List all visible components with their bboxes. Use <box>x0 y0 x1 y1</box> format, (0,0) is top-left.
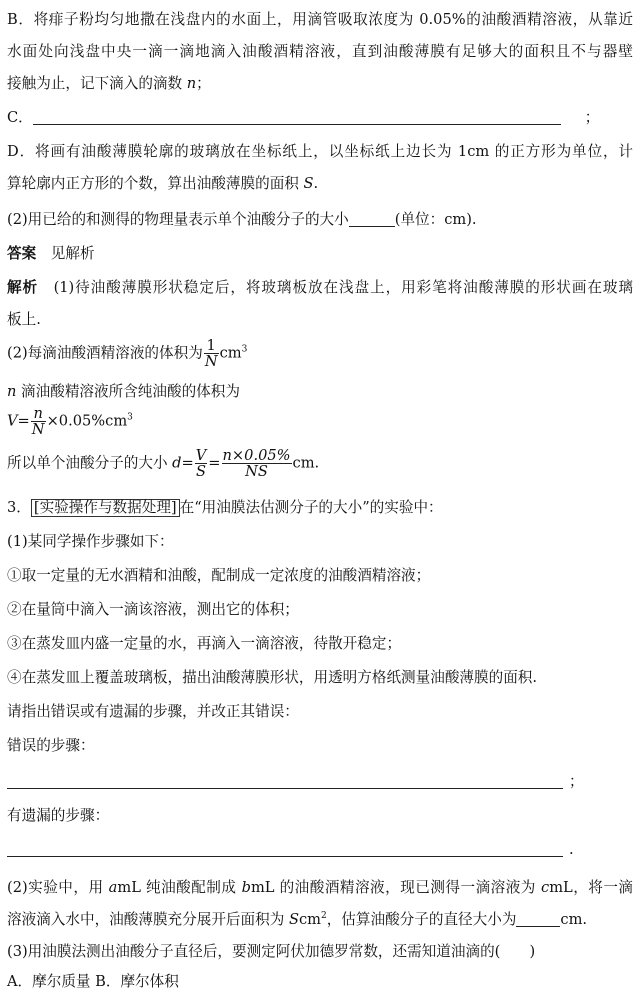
variable: n <box>7 383 17 400</box>
variable: d <box>172 454 182 472</box>
variable: S <box>303 175 314 192</box>
question-3-line: (3)用油膜法测出油酸分子直径后，要测定阿伏加德罗常数，还需知道油滴的( ) <box>7 943 536 960</box>
superscript: 2 <box>320 911 327 921</box>
variable: S <box>288 911 299 928</box>
unit: cm <box>219 344 242 362</box>
equals: = <box>208 454 221 472</box>
fraction-denominator <box>204 354 219 369</box>
text: ； <box>196 75 211 92</box>
text: mL 纯油酸配制成 <box>117 879 242 896</box>
variable: n <box>186 75 197 92</box>
variable: NS <box>245 463 268 480</box>
step-2: ②在量筒中滴入一滴该溶液，测出它的体积； <box>7 601 299 618</box>
answer-label: 答案 <box>7 245 37 262</box>
unit: cm <box>298 911 321 928</box>
text: 接触为止，记下滴入的滴数 <box>7 75 187 92</box>
fraction-numerator <box>31 406 46 422</box>
fraction <box>204 338 219 369</box>
fraction <box>31 406 46 437</box>
text: . <box>313 175 319 192</box>
text: ×0.05%cm <box>46 412 128 430</box>
explanation-line-2: 板上. <box>7 311 41 328</box>
fraction-numerator <box>195 448 208 464</box>
step-4: ④在蒸发皿上覆盖玻璃板，描出油酸薄膜形状，用透明方格纸测量油酸薄膜的面积. <box>7 669 538 686</box>
problem-number: 3． <box>7 499 31 516</box>
instruction-line: 请指出错误或有遗漏的步骤，并改正其错误： <box>7 703 299 720</box>
variable: V <box>7 412 18 430</box>
explanation-line-6 <box>7 448 319 479</box>
fraction-denominator <box>195 464 208 479</box>
step-b-line-1: B．将痱子粉均匀地撒在浅盘内的水面上，用滴管吸取浓度为 0.05%的油酸酒精溶液，从靠近 <box>7 11 633 28</box>
text: 算轮廓内正方形的个数，算出油酸薄膜的面积 <box>7 175 304 192</box>
explanation-line-1 <box>7 278 633 298</box>
text: 溶液滴入水中，油酸薄膜充分展开后面积为 <box>7 911 289 928</box>
equals: = <box>181 454 194 472</box>
explanation-line-4 <box>7 382 240 402</box>
expression: n×0.05% <box>222 447 291 464</box>
fraction <box>222 448 292 479</box>
step-1: ①取一定量的无水酒精和油酸，配制成一定浓度的油酸酒精溶液； <box>7 567 431 584</box>
answer-blank[interactable] <box>7 842 563 857</box>
explanation-label: 解析 <box>7 279 39 296</box>
question-1-line: (1)某同学操作步骤如下： <box>7 533 174 550</box>
wrong-step-answer-line <box>7 772 584 792</box>
step-d-line-1: D．将画有油酸薄膜轮廓的玻璃放在坐标纸上，以坐标纸上边长为 1cm 的正方形为单位，计 <box>7 143 633 160</box>
text: ，估算油酸分子的直径大小为 <box>326 911 517 928</box>
answer-blank[interactable] <box>349 212 395 227</box>
options-line: A．摩尔质量 B．摩尔体积 <box>7 973 179 990</box>
question-2b-line-1 <box>7 878 633 898</box>
variable: b <box>241 879 251 896</box>
answer-line <box>7 244 95 264</box>
fraction-numerator <box>222 448 292 464</box>
step-d-line-2 <box>7 174 318 194</box>
variable: V <box>195 447 207 464</box>
answer-text: 见解析 <box>36 245 95 262</box>
fraction <box>195 448 208 479</box>
superscript: 3 <box>241 344 248 355</box>
variable: S <box>196 463 207 480</box>
text: 所以单个油酸分子的大小 <box>7 454 173 472</box>
text: (2)实验中，用 <box>7 879 109 896</box>
text: (2)每滴油酸酒精溶液的体积为 <box>7 344 203 362</box>
text: (2)用已给的和测得的物理量表示单个油酸分子的大小 <box>7 211 349 228</box>
text: (1)待油酸薄膜形状稳定后，将玻璃板放在浅盘上，用彩笔将油酸薄膜的形状画在玻璃 <box>38 279 633 296</box>
text: 在“用油膜法估测分子的大小”的实验中： <box>179 499 443 516</box>
problem-3-title <box>7 498 443 518</box>
variable: c <box>541 879 550 896</box>
text: ； <box>569 773 584 790</box>
text: 滴油酸精溶液所含纯油酸的体积为 <box>16 383 240 400</box>
fraction-numerator: 1 <box>204 338 219 354</box>
step-3: ③在蒸发皿内盛一定量的水，再滴入一滴溶液，待散开稳定； <box>7 635 402 652</box>
fraction-denominator <box>222 464 292 479</box>
question-2-line <box>7 210 477 230</box>
equals: = <box>17 412 30 430</box>
variable: N <box>31 421 45 438</box>
step-label: C． <box>7 109 33 126</box>
question-2b-line-2 <box>7 910 587 930</box>
problem-tag: [实验操作与数据处理] <box>31 499 180 517</box>
superscript: 3 <box>127 412 133 423</box>
text: mL 的油酸酒精溶液，现已测得一滴溶液为 <box>250 879 541 896</box>
step-b-line-2: 水面处向浅盘中央一滴一滴地滴入油酸酒精溶液，直到油酸薄膜有足够大的面积且不与器壁 <box>7 43 633 60</box>
variable: n <box>33 405 43 422</box>
answer-blank[interactable] <box>516 912 560 927</box>
variable: N <box>204 353 218 370</box>
wrong-step-label: 错误的步骤： <box>7 737 95 754</box>
variable: a <box>108 879 118 896</box>
text: (单位：cm). <box>394 211 477 228</box>
explanation-line-3 <box>7 338 247 369</box>
text: . <box>569 841 574 858</box>
text: ； <box>584 109 600 126</box>
fraction-denominator <box>31 422 46 437</box>
unit: cm. <box>292 454 320 472</box>
answer-blank[interactable] <box>7 774 563 789</box>
explanation-line-5 <box>7 406 133 437</box>
missing-step-label: 有遗漏的步骤： <box>7 807 110 824</box>
text: mL，将一滴 <box>549 879 634 896</box>
unit: cm. <box>560 911 588 928</box>
step-b-line-3 <box>7 74 211 94</box>
answer-blank[interactable] <box>33 110 561 125</box>
missing-step-answer-line <box>7 840 574 860</box>
step-c-line <box>7 108 599 128</box>
